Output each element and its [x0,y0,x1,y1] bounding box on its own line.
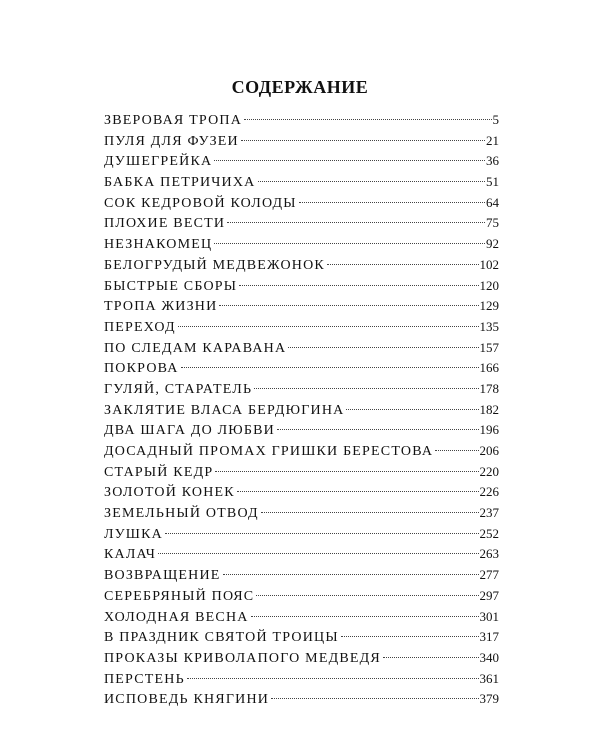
toc-entry-title: ТРОПА ЖИЗНИ [104,299,218,315]
dot-leader [227,222,485,223]
toc-entry-page-number: 92 [486,236,499,252]
toc-entry-page-number: 102 [479,256,499,272]
toc-entry-title: ДОСАДНЫЙ ПРОМАХ ГРИШКИ БЕРЕСТОВА [104,444,434,459]
toc-entry [104,482,499,503]
toc-entry-page-number: 51 [486,174,499,190]
dot-leader [244,119,491,120]
dot-leader [288,347,478,348]
toc-entry [104,338,499,359]
toc-entry-page-number: 263 [479,546,499,562]
dot-leader [346,409,478,410]
toc-entry [104,379,499,400]
toc-entry [104,296,499,317]
toc-entry-title: ЗЕМЕЛЬНЫЙ ОТВОД [104,506,259,522]
toc-entry-title: ПРОКАЗЫ КРИВОЛАПОГО МЕДВЕДЯ [104,650,381,666]
dot-leader [214,243,485,244]
toc-entry-page-number: 36 [486,153,499,169]
toc-entry-page-number: 178 [479,380,499,396]
toc-entry-title: СОК КЕДРОВОЙ КОЛОДЫ [104,195,297,211]
toc-entry-title: ПО СЛЕДАМ КАРАВАНА [104,340,287,356]
toc-entry [104,648,499,669]
toc-entry [104,607,499,628]
toc-entry [104,586,499,607]
toc-entry-page-number: 297 [479,587,499,603]
toc-entry-title: ИСПОВЕДЬ КНЯГИНИ [104,692,270,708]
dot-leader [254,388,478,389]
toc-heading: СОДЕРЖАНИЕ [231,77,369,97]
toc-entry [104,669,499,690]
toc-entry-page-number: 379 [479,691,499,707]
dot-leader [214,160,485,161]
toc-entry [104,441,499,462]
toc-entry-page-number: 340 [479,649,499,665]
toc-entry [104,234,499,255]
toc-entry [104,524,499,545]
toc-entry-page-number: 317 [479,629,499,645]
toc-entry [104,172,499,193]
dot-leader [271,698,478,699]
toc-entry-page-number: 166 [479,360,499,376]
dot-leader [251,616,479,617]
dot-leader [258,181,486,182]
dot-leader [383,657,479,658]
toc-entry [104,462,499,483]
dot-leader [256,595,478,596]
dot-leader [327,264,479,265]
toc-entry-title: КАЛАЧ [104,547,157,563]
toc-entry-title: ДУШЕГРЕЙКА [104,154,213,170]
toc-entry-page-number: 120 [479,277,499,293]
toc-entry-title: СЕРЕБРЯНЫЙ ПОЯС [104,588,255,604]
dot-leader [239,285,478,286]
toc-entry-page-number: 196 [479,422,499,438]
toc-entry-page-number: 237 [479,505,499,521]
toc-entry [104,358,499,379]
dot-leader [299,202,485,203]
dot-leader [223,574,479,575]
toc-entry-title: ПЕРСТЕНЬ [104,671,185,687]
dot-leader [341,636,479,637]
toc-entry-page-number: 301 [479,608,499,624]
dot-leader [277,429,479,430]
dot-leader [261,512,479,513]
toc-list [104,110,499,710]
dot-leader [237,491,479,492]
toc-entry-title: НЕЗНАКОМЕЦ [104,237,213,253]
toc-entry-title: БАБКА ПЕТРИЧИХА [104,175,256,191]
toc-entry [104,213,499,234]
toc-entry-page-number: 206 [479,443,499,458]
toc-entry-page-number: 21 [486,132,499,148]
toc-entry [104,110,499,131]
toc-entry [104,151,499,172]
toc-entry-page-number: 157 [479,339,499,355]
dot-leader [215,471,478,472]
toc-entry-title: ЗОЛОТОЙ КОНЕК [104,485,235,501]
toc-entry-title: ПУЛЯ ДЛЯ ФУЗЕИ [104,133,239,149]
toc-entry-title: ПЛОХИЕ ВЕСТИ [104,216,226,232]
toc-entry [104,627,499,648]
toc-entry-title: ПЕРЕХОД [104,319,176,335]
toc-entry-page-number: 252 [479,525,499,541]
toc-entry-page-number: 220 [479,463,499,479]
dot-leader [178,326,479,327]
dot-leader [435,450,478,451]
toc-entry [104,544,499,565]
toc-entry [104,689,499,710]
toc-entry [104,503,499,524]
toc-entry-title: ПОКРОВА [104,361,179,377]
toc-entry-title: БЫСТРЫЕ СБОРЫ [104,278,238,294]
toc-entry [104,276,499,297]
toc-entry-page-number: 361 [479,670,499,686]
dot-leader [181,367,479,368]
dot-leader [165,533,479,534]
toc-entry-title: СТАРЫЙ КЕДР [104,464,214,480]
dot-leader [158,553,478,554]
toc-entry-title: ЛУШКА [104,526,163,542]
dot-leader [219,305,478,306]
toc-entry-page-number: 75 [486,215,499,231]
toc-entry-title: БЕЛОГРУДЫЙ МЕДВЕЖОНОК [104,257,325,273]
toc-entry-page-number: 5 [492,112,499,127]
toc-entry-title: В ПРАЗДНИК СВЯТОЙ ТРОИЦЫ [104,630,339,646]
toc-entry [104,193,499,214]
toc-entry-page-number: 135 [479,318,499,334]
toc-entry-title: ВОЗВРАЩЕНИЕ [104,568,221,584]
toc-entry [104,255,499,276]
toc-entry [104,131,499,152]
toc-entry-page-number: 277 [479,567,499,583]
toc-entry-title: ЗАКЛЯТИЕ ВЛАСА БЕРДЮГИНА [104,402,345,418]
toc-entry [104,400,499,421]
toc-entry-page-number: 226 [479,484,499,500]
toc-entry-page-number: 129 [479,298,499,314]
dot-leader [241,140,485,141]
toc-entry-title: ЗВЕРОВАЯ ТРОПА [104,113,243,128]
toc-entry-page-number: 182 [479,401,499,417]
toc-entry-title: ХОЛОДНАЯ ВЕСНА [104,609,249,625]
toc-entry-page-number: 64 [486,194,499,210]
dot-leader [187,678,479,679]
toc-entry-title: ДВА ШАГА ДО ЛЮБВИ [104,423,275,439]
toc-entry [104,317,499,338]
toc-entry-title: ГУЛЯЙ, СТАРАТЕЛЬ [104,381,253,397]
toc-entry [104,565,499,586]
toc-entry [104,420,499,441]
